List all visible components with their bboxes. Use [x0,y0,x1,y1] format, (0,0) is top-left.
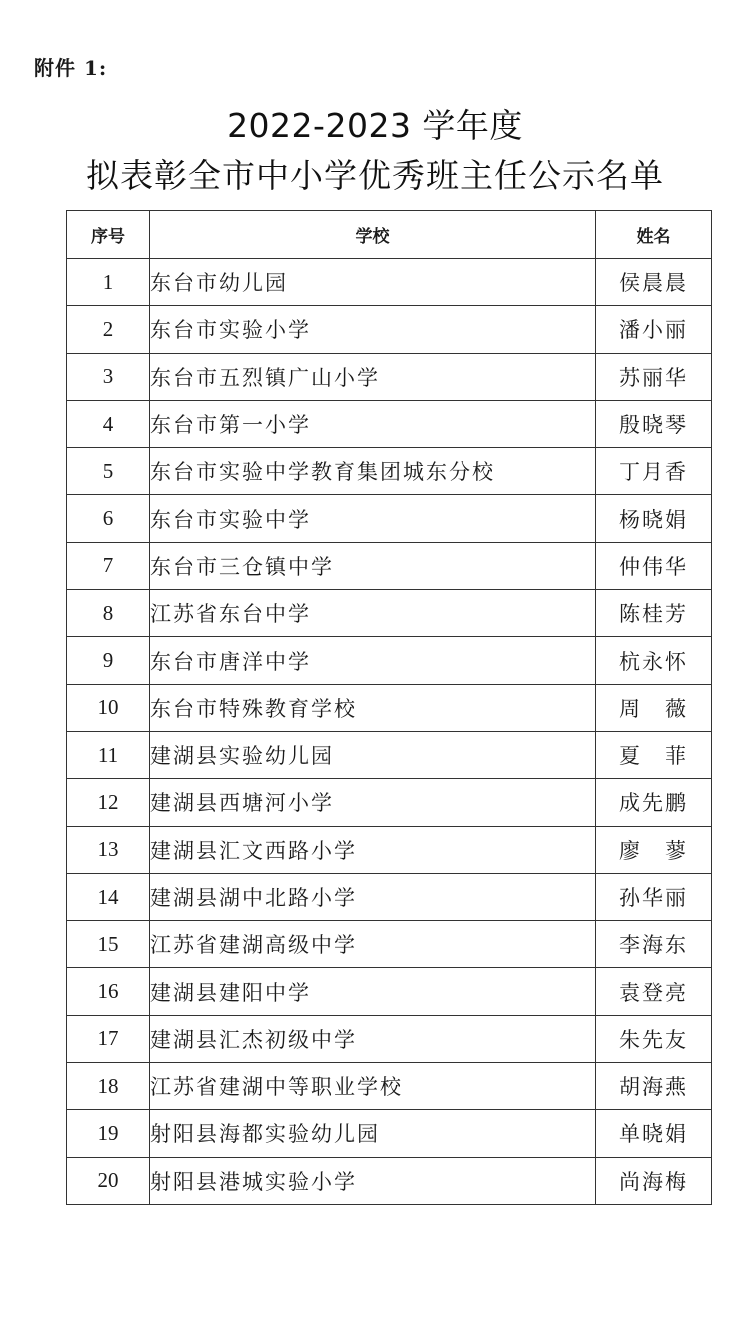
table-row [67,826,712,873]
row-number-cell: 14 [67,873,150,920]
row-number-cell: 1 [67,259,150,306]
school-cell: 东台市实验小学 [150,306,596,353]
teacher-name-cell: 苏丽华 [596,353,712,400]
school-cell: 东台市特殊教育学校 [150,684,596,731]
row-number-cell: 19 [67,1110,150,1157]
header-number: 序号 [67,211,150,259]
table-row [67,448,712,495]
row-number-cell: 6 [67,495,150,542]
row-number-cell: 8 [67,590,150,637]
teacher-name-cell: 尚海梅 [596,1157,712,1204]
teacher-roster-table [66,210,712,1205]
school-cell: 东台市幼儿园 [150,259,596,306]
table-row [67,306,712,353]
teacher-name-cell: 成先鹏 [596,779,712,826]
table-row [67,400,712,447]
school-cell: 建湖县汇杰初级中学 [150,1015,596,1062]
row-number-cell: 15 [67,921,150,968]
school-cell: 建湖县实验幼儿园 [150,731,596,778]
row-number-cell: 11 [67,731,150,778]
table-row [67,1015,712,1062]
row-number-cell: 7 [67,542,150,589]
teacher-name-cell: 丁月香 [596,448,712,495]
row-number-cell: 16 [67,968,150,1015]
row-number-cell: 20 [67,1157,150,1204]
teacher-name-cell: 陈桂芳 [596,590,712,637]
school-cell: 建湖县汇文西路小学 [150,826,596,873]
table-body [67,259,712,1205]
table-row [67,495,712,542]
table-row [67,968,712,1015]
document-title-year: 2022-2023 学年度 [227,106,523,145]
school-cell: 建湖县西塘河小学 [150,779,596,826]
school-cell: 射阳县港城实验小学 [150,1157,596,1204]
teacher-name-cell: 周 薇 [596,684,712,731]
school-cell: 东台市五烈镇广山小学 [150,353,596,400]
row-number-cell: 12 [67,779,150,826]
teacher-name-cell: 李海东 [596,921,712,968]
school-cell: 建湖县建阳中学 [150,968,596,1015]
header-name: 姓名 [596,211,712,259]
teacher-name-cell: 孙华丽 [596,873,712,920]
row-number-cell: 9 [67,637,150,684]
table-row [67,921,712,968]
table-row [67,353,712,400]
school-cell: 江苏省东台中学 [150,590,596,637]
teacher-name-cell: 潘小丽 [596,306,712,353]
table-row [67,542,712,589]
teacher-name-cell: 杨晓娟 [596,495,712,542]
table-row [67,731,712,778]
table-row [67,684,712,731]
table-row [67,259,712,306]
teacher-name-cell: 廖 蓼 [596,826,712,873]
school-cell: 东台市唐洋中学 [150,637,596,684]
table-row [67,1063,712,1110]
row-number-cell: 18 [67,1063,150,1110]
teacher-name-cell: 夏 菲 [596,731,712,778]
table-row [67,873,712,920]
teacher-name-cell: 胡海燕 [596,1063,712,1110]
table-row [67,590,712,637]
teacher-name-cell: 朱先友 [596,1015,712,1062]
teacher-name-cell: 侯晨晨 [596,259,712,306]
teacher-name-cell: 单晓娟 [596,1110,712,1157]
row-number-cell: 10 [67,684,150,731]
row-number-cell: 3 [67,353,150,400]
table-row [67,779,712,826]
row-number-cell: 4 [67,400,150,447]
school-cell: 东台市实验中学 [150,495,596,542]
school-cell: 东台市三仓镇中学 [150,542,596,589]
teacher-name-cell: 仲伟华 [596,542,712,589]
row-number-cell: 2 [67,306,150,353]
school-cell: 江苏省建湖高级中学 [150,921,596,968]
teacher-name-cell: 殷晓琴 [596,400,712,447]
table-row [67,637,712,684]
table-row [67,1110,712,1157]
document-title: 拟表彰全市中小学优秀班主任公示名单 [86,156,664,195]
teacher-name-cell: 袁登亮 [596,968,712,1015]
row-number-cell: 17 [67,1015,150,1062]
header-school: 学校 [150,211,596,259]
teacher-name-cell: 杭永怀 [596,637,712,684]
table-row [67,1157,712,1204]
table-header-row [67,211,712,259]
attachment-label: 附件 1: [34,56,108,80]
row-number-cell: 13 [67,826,150,873]
school-cell: 东台市第一小学 [150,400,596,447]
school-cell: 射阳县海都实验幼儿园 [150,1110,596,1157]
school-cell: 东台市实验中学教育集团城东分校 [150,448,596,495]
row-number-cell: 5 [67,448,150,495]
school-cell: 江苏省建湖中等职业学校 [150,1063,596,1110]
school-cell: 建湖县湖中北路小学 [150,873,596,920]
